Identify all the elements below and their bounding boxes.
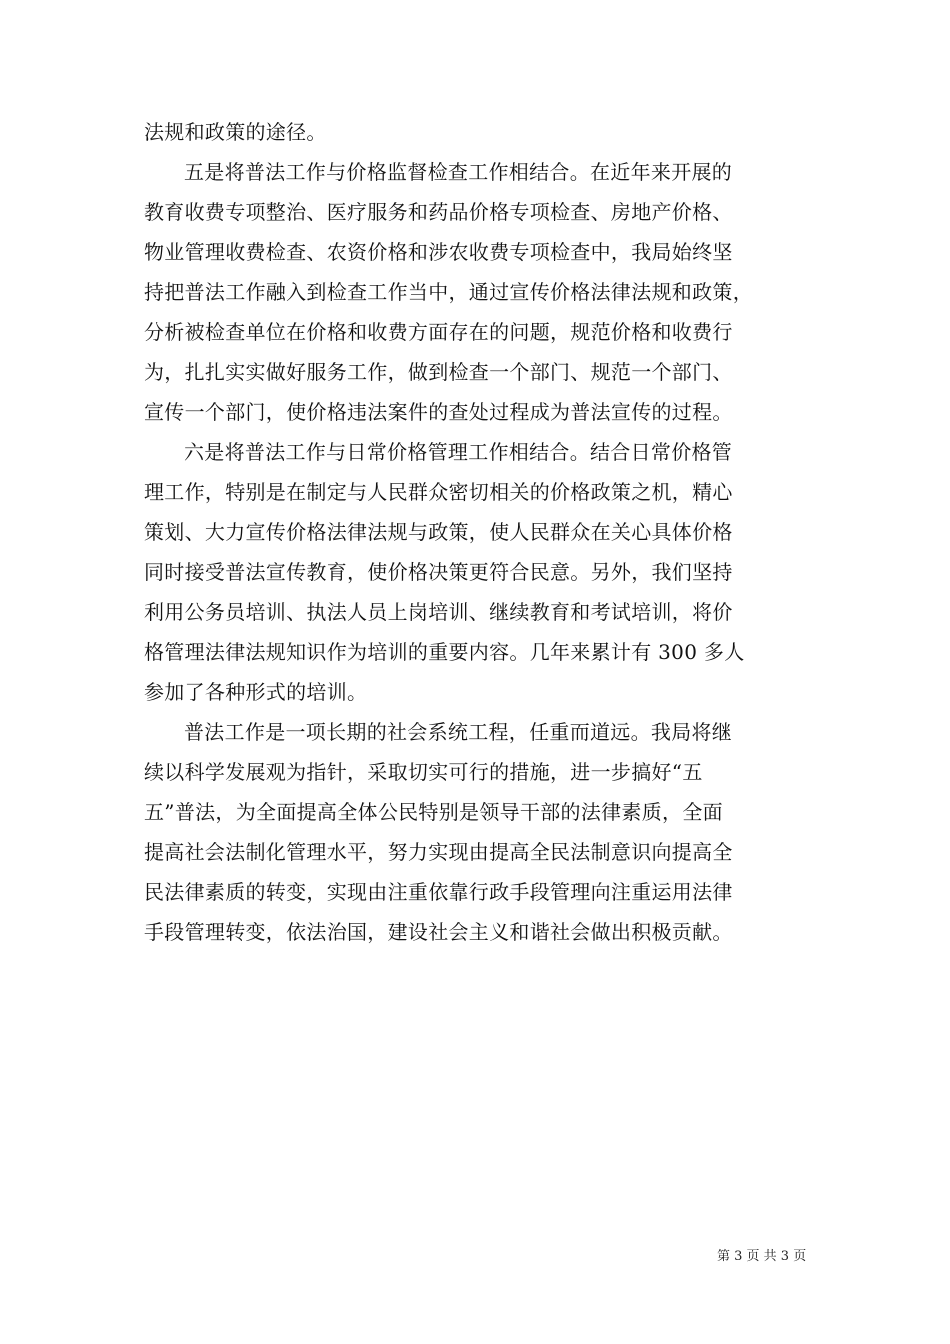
text-line: 教育收费专项整治、医疗服务和药品价格专项检查、房地产价格、 [144,200,733,224]
paragraph-start-line: 普法工作是一项长期的社会系统工程，任重而道远。我局将继 [184,720,733,744]
text-line: 物业管理收费检查、农资价格和涉农收费专项检查中，我局始终坚 [144,240,733,264]
text-line: 分析被检查单位在价格和收费方面存在的问题，规范价格和收费行 [144,320,733,344]
text-line: 格管理法律法规知识作为培训的重要内容。几年来累计有 300 多人 [144,640,745,664]
paragraph-start-line: 五是将普法工作与价格监督检查工作相结合。在近年来开展的 [184,160,733,184]
text-line: 利用公务员培训、执法人员上岗培训、继续教育和考试培训，将价 [144,600,733,624]
text-line: 策划、大力宣传价格法律法规与政策，使人民群众在关心具体价格 [144,520,733,544]
text-line: 同时接受普法宣传教育，使价格决策更符合民意。另外，我们坚持 [144,560,733,584]
text-line: 提高社会法制化管理水平，努力实现由提高全民法制意识向提高全 [144,840,733,864]
text-line: 参加了各种形式的培训。 [144,680,368,704]
text-line: 手段管理转变，依法治国，建设社会主义和谐社会做出积极贡献。 [144,920,733,944]
text-line: 持把普法工作融入到检查工作当中，通过宣传价格法律法规和政策， [144,280,753,304]
text-line: 理工作，特别是在制定与人民群众密切相关的价格政策之机，精心 [144,480,733,504]
page-number-footer: 第 3 页 共 3 页 [717,1249,807,1264]
text-line: 五”普法，为全面提高全体公民特别是领导干部的法律素质，全面 [144,800,723,824]
text-line: 宣传一个部门，使价格违法案件的查处过程成为普法宣传的过程。 [144,400,733,424]
text-line: 为，扎扎实实做好服务工作，做到检查一个部门、规范一个部门、 [144,360,733,384]
paragraph-start-line: 六是将普法工作与日常价格管理工作相结合。结合日常价格管 [184,440,733,464]
text-line: 民法律素质的转变，实现由注重依靠行政手段管理向注重运用法律 [144,880,733,904]
text-line: 法规和政策的途径。 [144,120,327,144]
text-line: 续以科学发展观为指针，采取切实可行的措施，进一步搞好“五 [144,760,703,784]
